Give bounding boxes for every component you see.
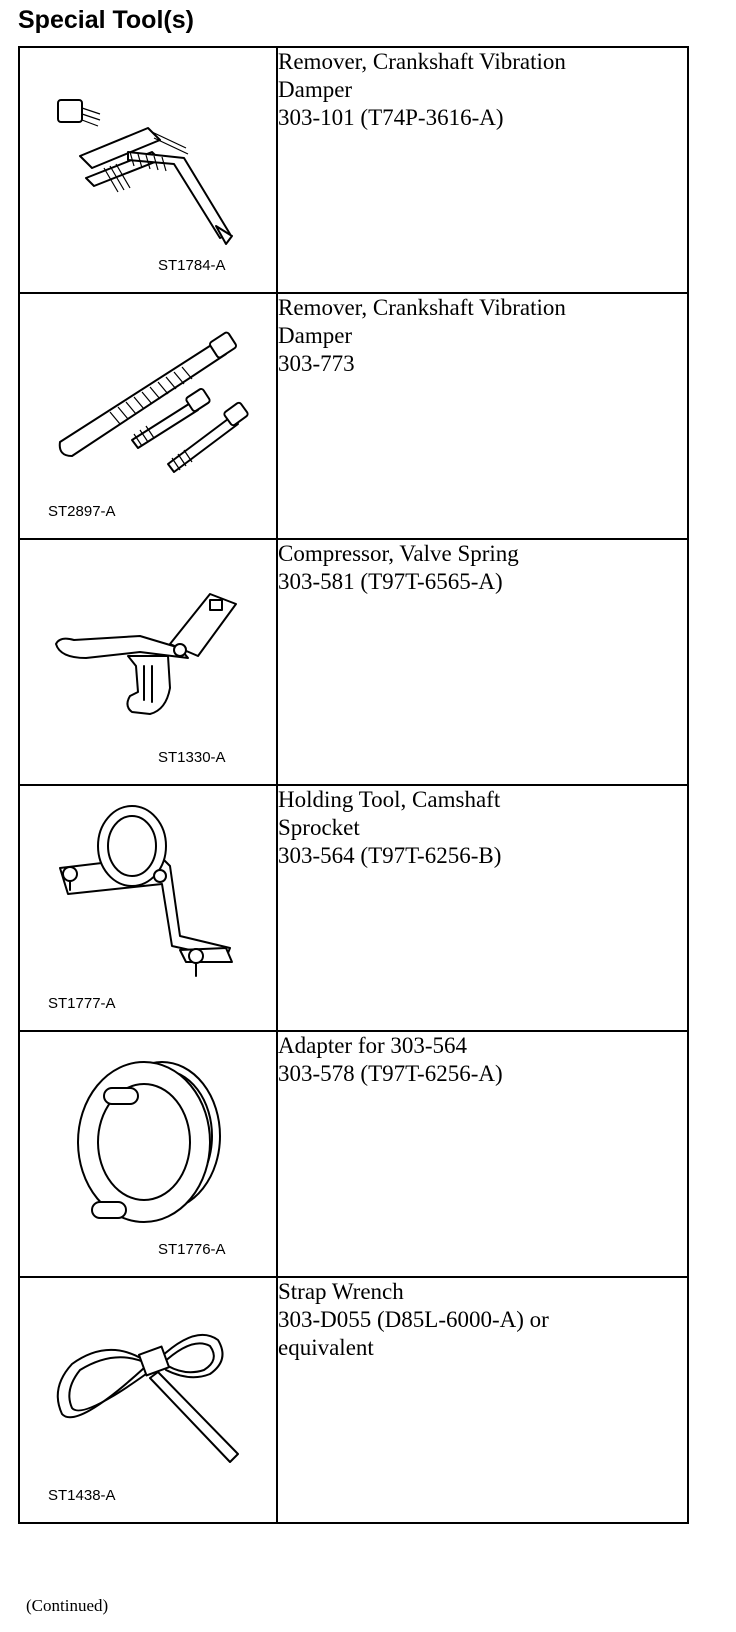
adapter-pulley-icon: [20, 1032, 276, 1276]
damper-remover-bolts-icon: [20, 294, 276, 538]
table-row: [19, 1277, 688, 1523]
tool-number: 303-101 (T74P-3616-A): [278, 105, 504, 130]
table-row: [19, 1031, 688, 1277]
tool-description-cell: [277, 293, 688, 539]
table-row: [19, 47, 688, 293]
strap-wrench-icon: [20, 1278, 276, 1522]
tool-name: Remover, Crankshaft Vibration: [278, 49, 566, 74]
table-row: [19, 539, 688, 785]
tool-number: 303-773: [278, 351, 355, 376]
tool-name-continued: Sprocket: [278, 815, 360, 840]
tool-code: ST1330-A: [158, 749, 226, 766]
tool-name-continued: Damper: [278, 323, 353, 348]
tool-number: 303-564 (T97T-6256-B): [278, 843, 502, 868]
tool-code: ST1784-A: [158, 257, 226, 274]
tool-image-cell: [19, 785, 277, 1031]
tool-image-cell: [19, 539, 277, 785]
tool-code: ST1777-A: [48, 995, 116, 1012]
page-title: Special Tool(s): [18, 6, 194, 34]
tool-name-continued: Damper: [278, 77, 353, 102]
tool-image-cell: [19, 47, 277, 293]
tool-description-cell: [277, 1031, 688, 1277]
tool-name: Strap Wrench: [278, 1279, 404, 1304]
tool-number-continued: equivalent: [278, 1335, 374, 1360]
tool-image-cell: [19, 1277, 277, 1523]
table-row: [19, 785, 688, 1031]
vibration-damper-remover-icon: [20, 48, 276, 292]
tool-name: Remover, Crankshaft Vibration: [278, 295, 566, 320]
continued-note: (Continued): [26, 1596, 109, 1615]
valve-spring-compressor-icon: [20, 540, 276, 784]
tool-code: ST2897-A: [48, 503, 116, 520]
tool-description-cell: [277, 539, 688, 785]
camshaft-holding-tool-icon: [20, 786, 276, 1030]
tool-number: 303-D055 (D85L-6000-A) or: [278, 1307, 549, 1332]
tool-name: Adapter for 303-564: [278, 1033, 468, 1058]
tool-code: ST1438-A: [48, 1487, 116, 1504]
special-tools-table: [18, 46, 689, 1524]
tool-name: Compressor, Valve Spring: [278, 541, 519, 566]
tool-code: ST1776-A: [158, 1241, 226, 1258]
tool-image-cell: [19, 1031, 277, 1277]
tool-image-cell: [19, 293, 277, 539]
tool-description-cell: [277, 785, 688, 1031]
tool-name: Holding Tool, Camshaft: [278, 787, 501, 812]
tool-description-cell: [277, 1277, 688, 1523]
table-row: [19, 293, 688, 539]
tool-description-cell: [277, 47, 688, 293]
tool-number: 303-578 (T97T-6256-A): [278, 1061, 503, 1086]
tool-number: 303-581 (T97T-6565-A): [278, 569, 503, 594]
